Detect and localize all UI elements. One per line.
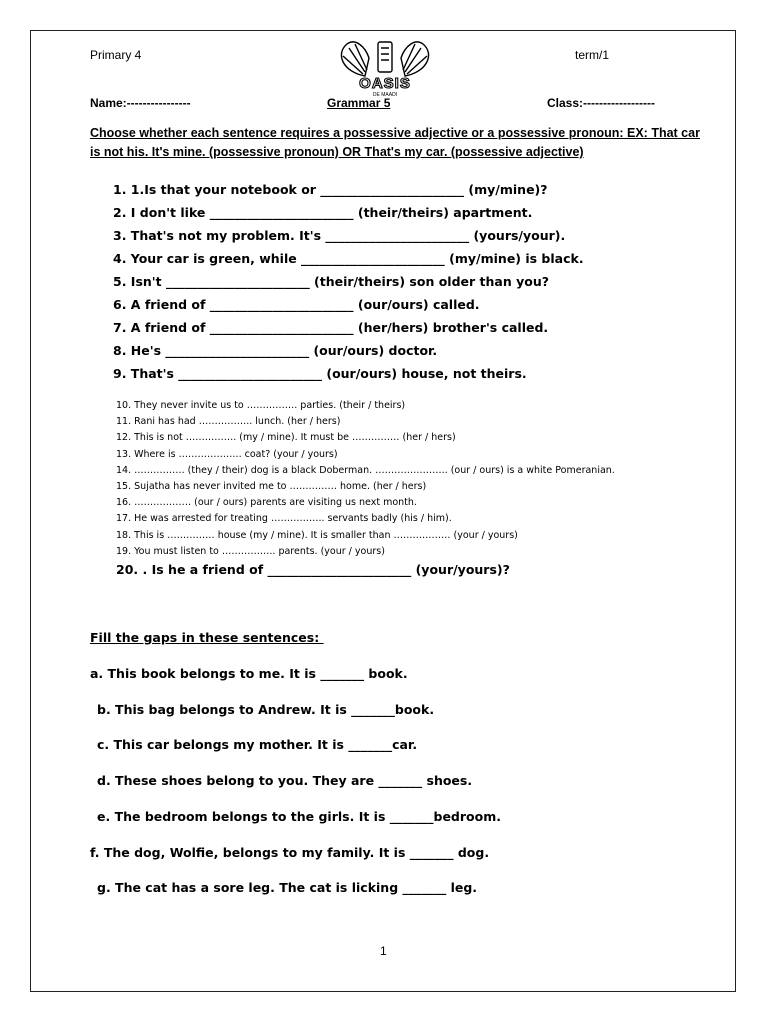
list-item: 10. They never invite us to ……………. parties. (their / theirs) [116, 400, 406, 411]
grade-label: Primary 4 [90, 48, 142, 62]
list-item: 14. ……………. (they / their) dog is a black Doberman. ………………….. (our / ours) is a white Pomeranian. [116, 464, 615, 476]
list-item: 18. This is …………… house (my / mine). It is smaller than ……………… (your / yours) [116, 529, 518, 541]
school-logo [325, 36, 445, 98]
fill-gap-item: e. The bedroom belongs to the girls. It is _______bedroom. [97, 809, 501, 824]
term-label: term/1 [575, 48, 610, 62]
list-item: 6. A friend of _______________________ (our/ours) called. [113, 297, 480, 312]
list-item: 3. That's not my problem. It's _______________________ (yours/your). [113, 228, 566, 243]
list-item: 9. That's _______________________ (our/ours) house, not theirs. [113, 366, 527, 381]
fill-gap-item: d. These shoes belong to you. They are _______ shoes. [97, 773, 473, 788]
fill-gap-item: c. This car belongs my mother. It is _______car. [97, 737, 418, 752]
fill-gap-item: g. The cat has a sore leg. The cat is licking _______ leg. [97, 880, 478, 895]
logo-text: OASIS [359, 75, 411, 92]
class-field: Class:------------------ [547, 96, 655, 110]
list-item: 7. A friend of _______________________ (her/hers) brother's called. [113, 320, 549, 335]
list-item: 1. 1.Is that your notebook or _______________________ (my/mine)? [113, 182, 548, 197]
list-item: 8. He's _______________________ (our/ours) doctor. [113, 343, 438, 358]
fill-gap-item: b. This bag belongs to Andrew. It is _______book. [97, 702, 435, 717]
question-list-small [116, 398, 615, 560]
name-field: Name:---------------- [90, 96, 191, 110]
list-item: 16. ……………… (our / ours) parents are visiting us next month. [116, 497, 417, 509]
page-number: 1 [380, 944, 387, 958]
list-item: 2. I don't like _______________________ (their/theirs) apartment. [113, 205, 533, 220]
list-item: 19. You must listen to …………….. parents. (your / yours) [116, 545, 385, 557]
list-item: 13. Where is ……………….. coat? (your / yours) [116, 448, 338, 460]
list-item: 12. This is not ……………. (my / mine). It must be …………… (her / hers) [116, 432, 456, 444]
fill-gap-item: f. The dog, Wolfie, belongs to my family. It is _______ dog. [90, 845, 490, 860]
section-title: Fill the gaps in these sentences: [90, 630, 324, 645]
list-item-20: 20. . Is he a friend of _______________________ (your/yours)? [116, 562, 510, 577]
question-list-main [113, 178, 584, 385]
list-item: 11. Rani has had …………….. lunch. (her / hers) [116, 416, 341, 428]
worksheet-title: Grammar 5 [327, 96, 391, 110]
list-item: 15. Sujatha has never invited me to …………… home. (her / hers) [116, 480, 427, 492]
instructions: Choose whether each sentence requires a possessive adjective or a possessive pronoun: EX: That car is not his. It's mine. (possessive pronoun) OR That's my car. (possessive adjective) [90, 126, 700, 159]
logo-subtext: DE MAADI [372, 92, 398, 98]
list-item: 5. Isn't _______________________ (their/theirs) son older than you? [113, 274, 549, 289]
list-item: 4. Your car is green, while _______________________ (my/mine) is black. [113, 251, 584, 266]
fill-gap-item: a. This book belongs to me. It is _______ book. [90, 666, 408, 681]
list-item: 17. He was arrested for treating …………….. servants badly (his / him). [116, 513, 452, 525]
